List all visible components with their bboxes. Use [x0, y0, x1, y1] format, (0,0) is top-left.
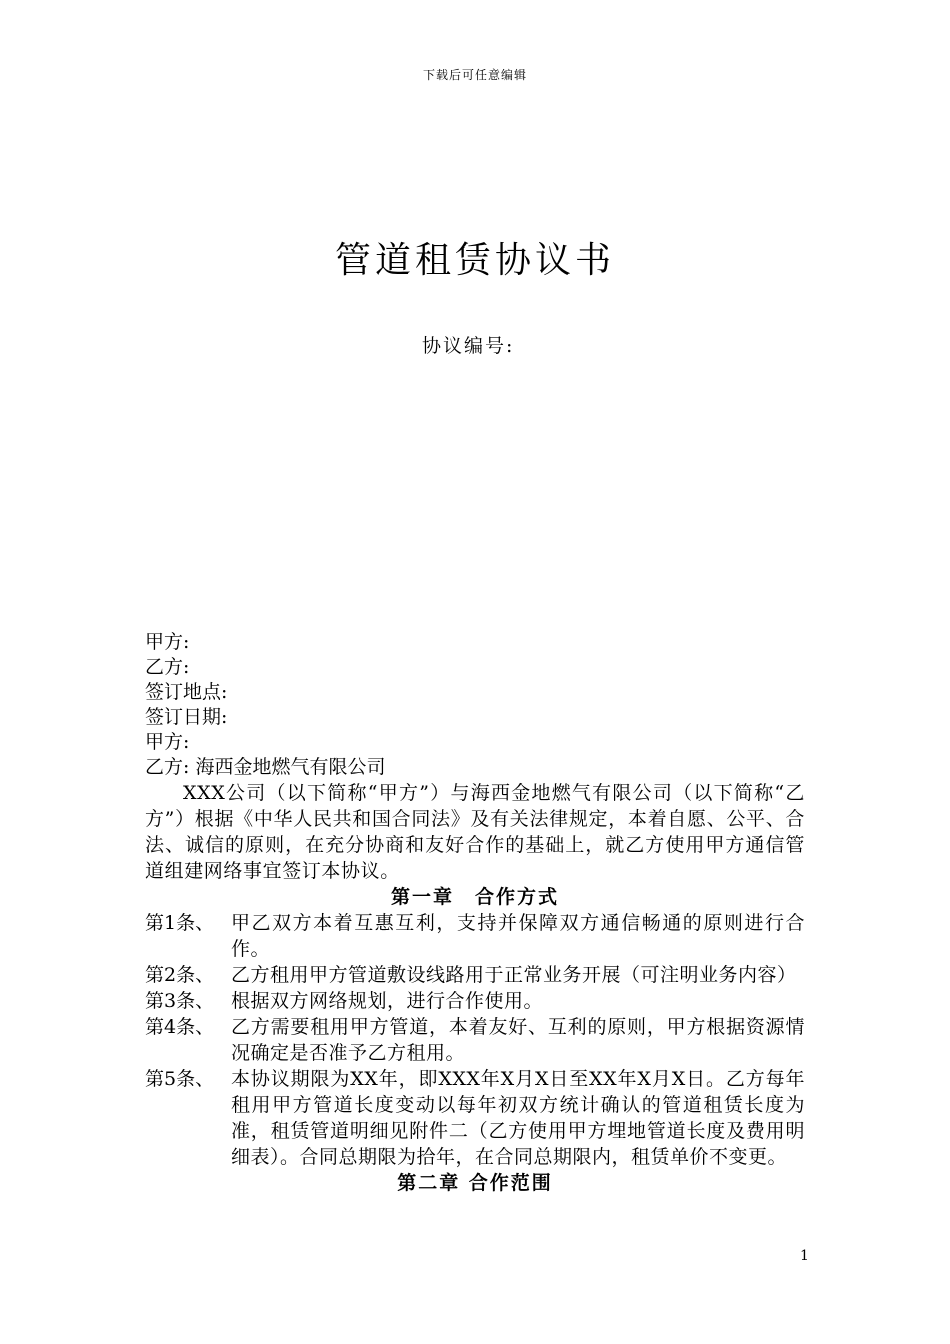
article-item [145, 910, 805, 962]
article-item [145, 962, 805, 988]
article-item [145, 1066, 805, 1170]
article-number: 第5条、 [145, 1068, 215, 1090]
document-body [145, 780, 805, 1196]
party-info-block [145, 630, 385, 780]
article-item [145, 1014, 805, 1066]
article-text: 根据双方网络规划，进行合作使用。 [231, 990, 544, 1012]
article-number: 第3条、 [145, 990, 215, 1012]
article-number: 第1条、 [145, 912, 215, 934]
article-number: 第2条、 [145, 964, 215, 986]
chapter-heading: 第二章 合作范围 [397, 1172, 553, 1194]
signing-place-line: 签订地点: [145, 681, 228, 703]
page-number: 1 [800, 1248, 809, 1264]
article-text: 乙方需要租用甲方管道，本着友好、互利的原则，甲方根据资源情况确定是否准予乙方租用。 [231, 1016, 805, 1064]
signing-date-line: 签订日期: [145, 706, 228, 728]
party-b-line: 乙方: [145, 656, 190, 678]
article-number: 第4条、 [145, 1016, 215, 1038]
party-a-name-line: 甲方: [145, 731, 190, 753]
agreement-number-label: 协议编号: [422, 335, 515, 357]
article-text: 本协议期限为XX年，即XXX年X月X日至XX年X月X日。乙方每年租用甲方管道长度变动以每年初双方统计确认的管道租赁长度为准，租赁管道明细见附件二（乙方使用甲方埋地管道长度及费用明细表）。合同总期限为拾年，在合同总期限内，租赁单价不变更。 [231, 1068, 805, 1168]
article-text: 乙方租用甲方管道敷设线路用于正常业务开展（可注明业务内容） [231, 964, 797, 986]
chapter-heading: 第一章 合作方式 [390, 886, 559, 908]
intro-paragraph: XXX公司（以下简称“甲方”）与海西金地燃气有限公司（以下简称“乙方”）根据《中华人民共和国合同法》及有关法律规定，本着自愿、公平、合法、诚信的原则，在充分协商和友好合作的基础上，就乙方使用甲方通信管道组建网络事宜签订本协议。 [145, 782, 805, 882]
header-note: 下载后可任意编辑 [422, 68, 527, 82]
party-b-name-line: 乙方: 海西金地燃气有限公司 [145, 756, 386, 778]
article-text: 甲乙双方本着互惠互利，支持并保障双方通信畅通的原则进行合作。 [231, 912, 805, 960]
party-a-line: 甲方: [145, 631, 190, 653]
article-item [145, 988, 805, 1014]
document-title: 管道租赁协议书 [334, 240, 615, 281]
